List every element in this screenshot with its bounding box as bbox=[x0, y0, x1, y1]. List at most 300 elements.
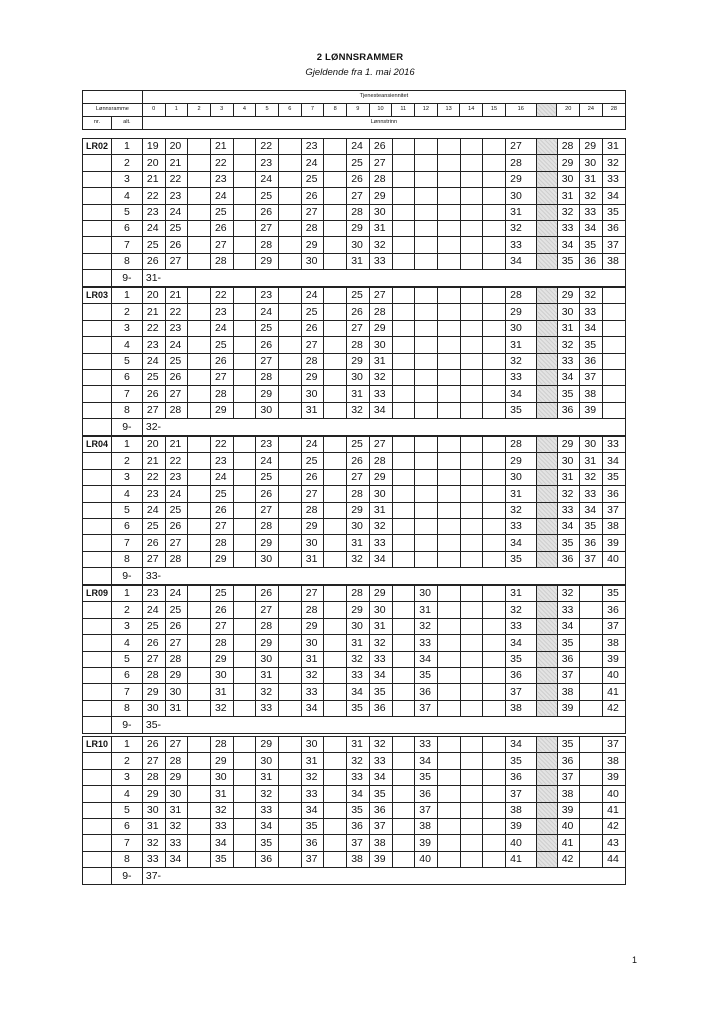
salary-step-cell bbox=[324, 253, 347, 269]
alternative-number: 3 bbox=[111, 320, 142, 336]
alternative-number: 2 bbox=[111, 304, 142, 320]
salary-step-cell bbox=[483, 237, 506, 253]
salary-step-cell: 23 bbox=[210, 453, 233, 469]
salary-step-cell: 33 bbox=[506, 369, 537, 385]
salary-frame-table bbox=[82, 287, 626, 436]
table-row bbox=[83, 502, 626, 518]
salary-step-cell bbox=[460, 237, 483, 253]
alternative-number: 7 bbox=[111, 684, 142, 700]
salary-step-cell bbox=[233, 586, 256, 602]
salary-step-cell: 29 bbox=[256, 253, 279, 269]
frame-code-blank bbox=[83, 220, 112, 236]
salary-step-cell bbox=[537, 188, 558, 204]
salary-step-cell: 27 bbox=[165, 635, 188, 651]
salary-step-cell: 23 bbox=[142, 586, 165, 602]
salary-step-cell: 30 bbox=[369, 337, 392, 353]
salary-step-cell bbox=[415, 337, 438, 353]
salary-step-cell: 29 bbox=[165, 667, 188, 683]
salary-step-cell bbox=[392, 700, 415, 716]
alternative-number: 8 bbox=[111, 253, 142, 269]
fixed-step-cell: 32- bbox=[142, 419, 625, 435]
salary-step-cell: 26 bbox=[301, 188, 324, 204]
table-row bbox=[83, 802, 626, 818]
salary-step-cell bbox=[415, 188, 438, 204]
salary-step-cell bbox=[324, 353, 347, 369]
salary-step-cell: 32 bbox=[142, 835, 165, 851]
salary-step-cell: 24 bbox=[256, 304, 279, 320]
salary-step-cell bbox=[415, 353, 438, 369]
salary-step-cell: 22 bbox=[165, 171, 188, 187]
salary-step-cell bbox=[537, 437, 558, 453]
salary-step-cell: 31 bbox=[603, 139, 626, 155]
salary-step-cell bbox=[279, 737, 302, 753]
salary-step-cell bbox=[324, 155, 347, 171]
salary-step-cell bbox=[537, 586, 558, 602]
salary-step-cell bbox=[438, 851, 461, 867]
salary-step-cell bbox=[324, 769, 347, 785]
salary-step-cell: 33 bbox=[369, 386, 392, 402]
salary-step-cell: 31 bbox=[557, 469, 580, 485]
salary-step-cell: 35 bbox=[557, 386, 580, 402]
salary-step-cell: 25 bbox=[142, 237, 165, 253]
salary-step-cell: 32 bbox=[506, 353, 537, 369]
table-row bbox=[83, 753, 626, 769]
table-row bbox=[83, 419, 626, 435]
salary-step-cell: 19 bbox=[142, 139, 165, 155]
salary-step-cell: 36 bbox=[557, 402, 580, 418]
salary-step-cell bbox=[483, 586, 506, 602]
salary-step-cell bbox=[188, 353, 211, 369]
alternative-number: 6 bbox=[111, 369, 142, 385]
salary-step-cell bbox=[603, 386, 626, 402]
salary-step-cell bbox=[460, 171, 483, 187]
frame-code-blank bbox=[83, 769, 112, 785]
salary-step-cell bbox=[324, 139, 347, 155]
salary-step-cell: 27 bbox=[210, 518, 233, 534]
salary-step-cell bbox=[460, 786, 483, 802]
seniority-group-header: Tjenesteansiennitet bbox=[142, 91, 625, 104]
salary-step-cell: 34 bbox=[347, 684, 370, 700]
salary-step-cell: 29 bbox=[210, 402, 233, 418]
salary-step-cell bbox=[580, 818, 603, 834]
frame-code-blank bbox=[83, 419, 112, 435]
salary-step-cell bbox=[460, 437, 483, 453]
alternative-number: 6 bbox=[111, 518, 142, 534]
salary-step-cell bbox=[324, 586, 347, 602]
salary-step-cell: 23 bbox=[165, 469, 188, 485]
salary-step-cell bbox=[279, 204, 302, 220]
salary-step-cell bbox=[324, 402, 347, 418]
salary-step-cell bbox=[483, 171, 506, 187]
salary-frame-table bbox=[82, 585, 626, 734]
salary-step-cell bbox=[460, 337, 483, 353]
salary-step-cell: 25 bbox=[165, 502, 188, 518]
salary-step-cell bbox=[603, 369, 626, 385]
salary-step-cell bbox=[415, 369, 438, 385]
alternative-number: 9- bbox=[111, 270, 142, 286]
salary-step-cell bbox=[438, 188, 461, 204]
salary-step-cell: 34 bbox=[506, 737, 537, 753]
year-header-cell: 5 bbox=[256, 104, 279, 117]
salary-step-cell: 24 bbox=[256, 453, 279, 469]
salary-step-cell bbox=[537, 386, 558, 402]
salary-step-cell: 33 bbox=[210, 818, 233, 834]
salary-step-cell: 34 bbox=[369, 769, 392, 785]
salary-step-cell: 30 bbox=[369, 602, 392, 618]
salary-step-cell: 31 bbox=[369, 220, 392, 236]
frame-code-blank bbox=[83, 700, 112, 716]
salary-step-cell: 27 bbox=[347, 469, 370, 485]
year-header-cell: 16 bbox=[505, 104, 536, 117]
salary-step-cell: 32 bbox=[347, 651, 370, 667]
frame-code-blank bbox=[83, 304, 112, 320]
salary-step-cell: 37 bbox=[301, 851, 324, 867]
salary-step-cell bbox=[392, 139, 415, 155]
salary-step-cell bbox=[580, 651, 603, 667]
frame-code-blank bbox=[83, 237, 112, 253]
table-row bbox=[83, 171, 626, 187]
salary-step-cell: 24 bbox=[142, 353, 165, 369]
salary-step-cell bbox=[392, 651, 415, 667]
salary-step-cell: 34 bbox=[557, 369, 580, 385]
salary-step-cell bbox=[279, 288, 302, 304]
salary-step-cell: 27 bbox=[165, 535, 188, 551]
salary-step-cell bbox=[188, 818, 211, 834]
salary-step-cell: 26 bbox=[165, 618, 188, 634]
frame-code-blank bbox=[83, 753, 112, 769]
salary-step-cell: 31 bbox=[301, 551, 324, 567]
salary-step-cell bbox=[188, 518, 211, 534]
salary-step-cell: 31 bbox=[347, 737, 370, 753]
salary-step-cell bbox=[580, 835, 603, 851]
salary-step-cell: 23 bbox=[165, 188, 188, 204]
salary-step-cell bbox=[188, 769, 211, 785]
salary-step-cell bbox=[537, 155, 558, 171]
alternative-number: 4 bbox=[111, 786, 142, 802]
salary-step-cell bbox=[279, 635, 302, 651]
salary-step-cell bbox=[188, 684, 211, 700]
salary-step-cell bbox=[233, 651, 256, 667]
salary-step-cell bbox=[324, 753, 347, 769]
salary-step-cell bbox=[392, 618, 415, 634]
salary-step-cell bbox=[537, 535, 558, 551]
salary-step-cell bbox=[324, 737, 347, 753]
salary-step-cell bbox=[279, 502, 302, 518]
year-header-cell: 11 bbox=[392, 104, 415, 117]
salary-step-cell: 28 bbox=[165, 402, 188, 418]
salary-step-cell bbox=[460, 453, 483, 469]
salary-step-cell: 24 bbox=[165, 486, 188, 502]
salary-step-cell bbox=[460, 469, 483, 485]
alternative-number: 2 bbox=[111, 753, 142, 769]
nr-header: nr. bbox=[83, 117, 112, 130]
salary-step-cell bbox=[279, 786, 302, 802]
salary-step-cell bbox=[483, 551, 506, 567]
salary-step-cell bbox=[279, 753, 302, 769]
salary-step-cell bbox=[580, 667, 603, 683]
salary-step-cell: 27 bbox=[256, 502, 279, 518]
alternative-number: 6 bbox=[111, 220, 142, 236]
alternative-number: 6 bbox=[111, 818, 142, 834]
salary-step-cell bbox=[483, 753, 506, 769]
salary-step-cell bbox=[438, 139, 461, 155]
salary-step-cell bbox=[324, 700, 347, 716]
salary-step-cell bbox=[438, 337, 461, 353]
salary-step-cell: 31 bbox=[506, 486, 537, 502]
alternative-number: 8 bbox=[111, 851, 142, 867]
salary-step-cell: 34 bbox=[256, 818, 279, 834]
frame-code-blank bbox=[83, 802, 112, 818]
salary-step-cell: 23 bbox=[256, 288, 279, 304]
salary-step-cell: 37 bbox=[557, 667, 580, 683]
salary-step-cell bbox=[392, 288, 415, 304]
salary-step-cell bbox=[537, 551, 558, 567]
salary-step-cell bbox=[233, 204, 256, 220]
salary-step-cell bbox=[460, 253, 483, 269]
salary-step-cell: 37 bbox=[415, 700, 438, 716]
salary-step-cell bbox=[415, 155, 438, 171]
salary-step-cell: 25 bbox=[301, 453, 324, 469]
salary-step-cell: 31 bbox=[165, 700, 188, 716]
year-header-cell: 0 bbox=[142, 104, 165, 117]
salary-step-cell bbox=[279, 551, 302, 567]
salary-step-cell: 29 bbox=[347, 220, 370, 236]
salary-step-cell: 33 bbox=[301, 684, 324, 700]
salary-step-cell: 28 bbox=[165, 551, 188, 567]
table-row bbox=[83, 586, 626, 602]
salary-step-cell: 30 bbox=[506, 188, 537, 204]
salary-step-cell: 34 bbox=[603, 453, 626, 469]
alternative-number: 3 bbox=[111, 171, 142, 187]
salary-step-cell bbox=[603, 320, 626, 336]
salary-step-cell: 36 bbox=[415, 786, 438, 802]
salary-step-cell bbox=[438, 602, 461, 618]
salary-step-cell: 22 bbox=[165, 304, 188, 320]
table-row bbox=[83, 486, 626, 502]
salary-step-cell: 29 bbox=[347, 502, 370, 518]
salary-step-cell: 31 bbox=[415, 602, 438, 618]
salary-step-cell: 24 bbox=[142, 220, 165, 236]
salary-step-cell: 34 bbox=[301, 700, 324, 716]
salary-step-cell bbox=[483, 802, 506, 818]
table-row bbox=[83, 453, 626, 469]
salary-step-cell bbox=[392, 304, 415, 320]
salary-step-cell: 29 bbox=[557, 288, 580, 304]
salary-step-cell: 31 bbox=[557, 320, 580, 336]
salary-step-cell: 26 bbox=[347, 304, 370, 320]
alternative-number: 1 bbox=[111, 737, 142, 753]
salary-step-cell: 26 bbox=[142, 386, 165, 402]
salary-step-cell bbox=[537, 304, 558, 320]
salary-step-cell bbox=[279, 188, 302, 204]
alternative-number: 1 bbox=[111, 437, 142, 453]
salary-step-cell bbox=[537, 700, 558, 716]
alternative-number: 2 bbox=[111, 453, 142, 469]
salary-step-cell bbox=[438, 220, 461, 236]
salary-step-cell: 28 bbox=[210, 535, 233, 551]
salary-step-cell: 36 bbox=[580, 353, 603, 369]
table-row bbox=[83, 220, 626, 236]
salary-step-cell bbox=[233, 769, 256, 785]
salary-step-cell bbox=[188, 551, 211, 567]
salary-step-cell: 31 bbox=[506, 337, 537, 353]
table-row bbox=[83, 535, 626, 551]
salary-step-cell bbox=[438, 667, 461, 683]
salary-step-cell bbox=[537, 684, 558, 700]
salary-step-cell bbox=[438, 469, 461, 485]
frame-code: LR10 bbox=[83, 737, 112, 753]
salary-step-cell: 31 bbox=[369, 502, 392, 518]
salary-step-cell: 31 bbox=[506, 586, 537, 602]
salary-step-cell: 36 bbox=[557, 551, 580, 567]
salary-step-cell bbox=[279, 602, 302, 618]
header-blank-cell bbox=[83, 91, 143, 104]
salary-step-cell: 25 bbox=[165, 602, 188, 618]
table-row bbox=[83, 786, 626, 802]
salary-step-cell bbox=[537, 618, 558, 634]
salary-step-cell: 27 bbox=[256, 220, 279, 236]
salary-step-cell bbox=[415, 453, 438, 469]
year-header-cell: 1 bbox=[165, 104, 188, 117]
salary-step-cell: 29 bbox=[506, 453, 537, 469]
salary-step-cell: 23 bbox=[301, 139, 324, 155]
salary-step-cell: 36 bbox=[603, 602, 626, 618]
salary-step-cell: 34 bbox=[369, 667, 392, 683]
salary-step-cell: 25 bbox=[347, 288, 370, 304]
salary-step-cell bbox=[233, 188, 256, 204]
salary-step-cell: 23 bbox=[210, 171, 233, 187]
salary-step-cell: 24 bbox=[210, 188, 233, 204]
salary-step-cell: 28 bbox=[301, 220, 324, 236]
table-row bbox=[83, 288, 626, 304]
salary-step-cell bbox=[415, 437, 438, 453]
salary-step-cell: 27 bbox=[210, 618, 233, 634]
salary-step-cell: 31 bbox=[347, 253, 370, 269]
salary-step-cell bbox=[392, 851, 415, 867]
salary-step-cell: 30 bbox=[347, 518, 370, 534]
salary-step-cell bbox=[392, 453, 415, 469]
frame-code-blank bbox=[83, 635, 112, 651]
salary-step-cell bbox=[483, 851, 506, 867]
salary-step-cell: 41 bbox=[603, 684, 626, 700]
salary-step-cell: 26 bbox=[210, 602, 233, 618]
salary-step-cell: 39 bbox=[557, 700, 580, 716]
salary-step-cell: 37 bbox=[347, 835, 370, 851]
salary-step-cell: 29 bbox=[256, 737, 279, 753]
salary-step-cell: 28 bbox=[369, 453, 392, 469]
alternative-number: 1 bbox=[111, 586, 142, 602]
salary-step-cell: 32 bbox=[506, 602, 537, 618]
salary-step-cell bbox=[392, 535, 415, 551]
salary-step-cell: 30 bbox=[301, 635, 324, 651]
salary-step-cell: 32 bbox=[347, 551, 370, 567]
table-row bbox=[83, 237, 626, 253]
salary-step-cell: 32 bbox=[557, 486, 580, 502]
year-header-cell: 14 bbox=[460, 104, 483, 117]
salary-step-cell: 32 bbox=[415, 618, 438, 634]
salary-step-cell bbox=[460, 737, 483, 753]
salary-step-cell: 27 bbox=[301, 486, 324, 502]
salary-step-cell: 38 bbox=[603, 635, 626, 651]
salary-step-cell: 33 bbox=[557, 353, 580, 369]
salary-step-cell: 30 bbox=[256, 402, 279, 418]
salary-step-cell: 20 bbox=[142, 155, 165, 171]
frame-code-blank bbox=[83, 188, 112, 204]
salary-step-cell: 22 bbox=[142, 469, 165, 485]
salary-step-cell: 36 bbox=[369, 802, 392, 818]
salary-step-cell: 32 bbox=[165, 818, 188, 834]
salary-step-cell bbox=[233, 700, 256, 716]
salary-step-cell: 28 bbox=[301, 502, 324, 518]
salary-step-cell: 27 bbox=[165, 253, 188, 269]
salary-step-cell bbox=[233, 535, 256, 551]
salary-step-cell: 31 bbox=[347, 386, 370, 402]
salary-step-cell: 30 bbox=[142, 802, 165, 818]
salary-step-cell bbox=[233, 684, 256, 700]
salary-step-cell bbox=[233, 155, 256, 171]
salary-step-cell bbox=[483, 402, 506, 418]
year-header-cell: 9 bbox=[347, 104, 370, 117]
salary-step-cell bbox=[415, 502, 438, 518]
salary-step-cell: 28 bbox=[256, 518, 279, 534]
salary-step-cell: 28 bbox=[210, 253, 233, 269]
salary-step-cell bbox=[483, 737, 506, 753]
salary-step-cell bbox=[537, 602, 558, 618]
salary-step-cell bbox=[188, 369, 211, 385]
salary-step-cell: 25 bbox=[210, 204, 233, 220]
salary-step-cell bbox=[483, 818, 506, 834]
salary-step-cell: 25 bbox=[347, 437, 370, 453]
salary-step-cell bbox=[188, 667, 211, 683]
salary-step-cell: 26 bbox=[256, 337, 279, 353]
salary-step-cell bbox=[188, 753, 211, 769]
salary-step-cell bbox=[537, 486, 558, 502]
salary-step-cell: 23 bbox=[210, 304, 233, 320]
salary-step-cell: 26 bbox=[210, 220, 233, 236]
salary-step-cell: 24 bbox=[165, 204, 188, 220]
salary-step-cell bbox=[279, 700, 302, 716]
salary-step-cell: 33 bbox=[301, 786, 324, 802]
salary-step-cell: 31 bbox=[256, 667, 279, 683]
salary-step-cell: 31 bbox=[580, 171, 603, 187]
salary-step-cell: 29 bbox=[369, 586, 392, 602]
salary-step-cell bbox=[580, 635, 603, 651]
salary-step-cell: 23 bbox=[165, 320, 188, 336]
salary-step-cell: 35 bbox=[506, 551, 537, 567]
salary-step-cell bbox=[580, 618, 603, 634]
salary-step-cell bbox=[279, 586, 302, 602]
table-row bbox=[83, 139, 626, 155]
salary-step-cell: 27 bbox=[210, 369, 233, 385]
salary-step-cell bbox=[188, 139, 211, 155]
salary-step-cell bbox=[483, 618, 506, 634]
salary-step-cell bbox=[603, 337, 626, 353]
salary-step-cell bbox=[188, 386, 211, 402]
alternative-number: 3 bbox=[111, 769, 142, 785]
salary-step-cell bbox=[279, 386, 302, 402]
salary-step-cell: 33 bbox=[415, 737, 438, 753]
salary-step-cell bbox=[483, 139, 506, 155]
salary-step-cell bbox=[188, 651, 211, 667]
salary-step-cell: 22 bbox=[256, 139, 279, 155]
salary-step-cell: 29 bbox=[256, 535, 279, 551]
salary-step-cell bbox=[438, 386, 461, 402]
alternative-number: 1 bbox=[111, 139, 142, 155]
salary-step-cell: 31 bbox=[506, 204, 537, 220]
frame-code-blank bbox=[83, 171, 112, 187]
salary-step-cell bbox=[460, 618, 483, 634]
salary-step-cell bbox=[279, 437, 302, 453]
